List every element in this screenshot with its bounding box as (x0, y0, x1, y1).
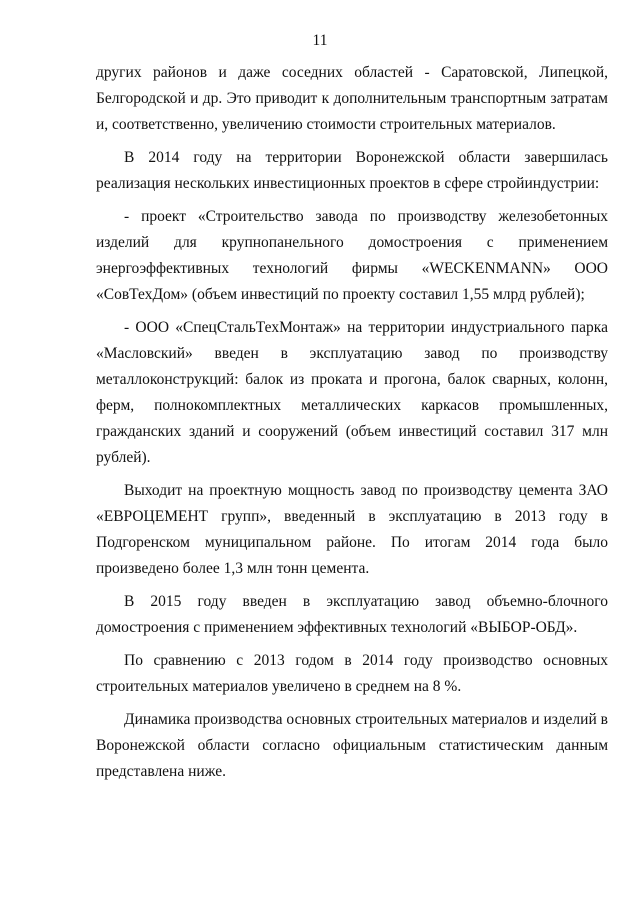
paragraph-project-sovtekhdom: - проект «Строительство завода по производству железобетонных изделий для крупнопанельного домостроения с применением энергоэффективных технологий фирмы «WECKENMANN» ООО «СовТехДом» (объем инвестиций по проекту составил 1,55 млрд рублей); (96, 208, 608, 303)
paragraph-continuation: других районов и даже соседних областей - Саратовской, Липецкой, Белгородской и др. Это приводит к дополнительным транспортным затратам и, соответственно, увеличению стоимости строительных материалов. (96, 64, 608, 133)
paragraph-investment-intro: В 2014 году на территории Воронежской области завершилась реализация нескольких инвестиционных проектов в сфере стройиндустрии: (96, 149, 608, 192)
paragraph-production-growth: По сравнению с 2013 годом в 2014 году производство основных строительных материалов увеличено в среднем на 8 %. (96, 652, 608, 695)
paragraph-vybor-obd: В 2015 году введен в эксплуатацию завод объемно-блочного домостроения с применением эффективных технологий «ВЫБОР-ОБД». (96, 593, 608, 636)
document-body (96, 60, 608, 792)
paragraph-eurocement: Выходит на проектную мощность завод по производству цемента ЗАО «ЕВРОЦЕМЕНТ групп», введенный в эксплуатацию в 2013 году в Подгоренском муниципальном районе. По итогам 2014 года было произведено более 1,3 млн тонн цемента. (96, 482, 608, 577)
page-number: 11 (312, 32, 328, 49)
paragraph-project-spetsstal: - ООО «СпецСтальТехМонтаж» на территории индустриального парка «Масловский» введен в эксплуатацию завод по производству металлоконструкций: балок из проката и прогона, балок сварных, колонн, ферм, полнокомплектных металлических каркасов промышленных, гражданских зданий и сооружений (объем инвестиций составил 317 млн рублей). (96, 319, 608, 466)
paragraph-dynamics-intro: Динамика производства основных строительных материалов и изделий в Воронежской области согласно официальным статистическим данным представлена ниже. (96, 711, 608, 780)
